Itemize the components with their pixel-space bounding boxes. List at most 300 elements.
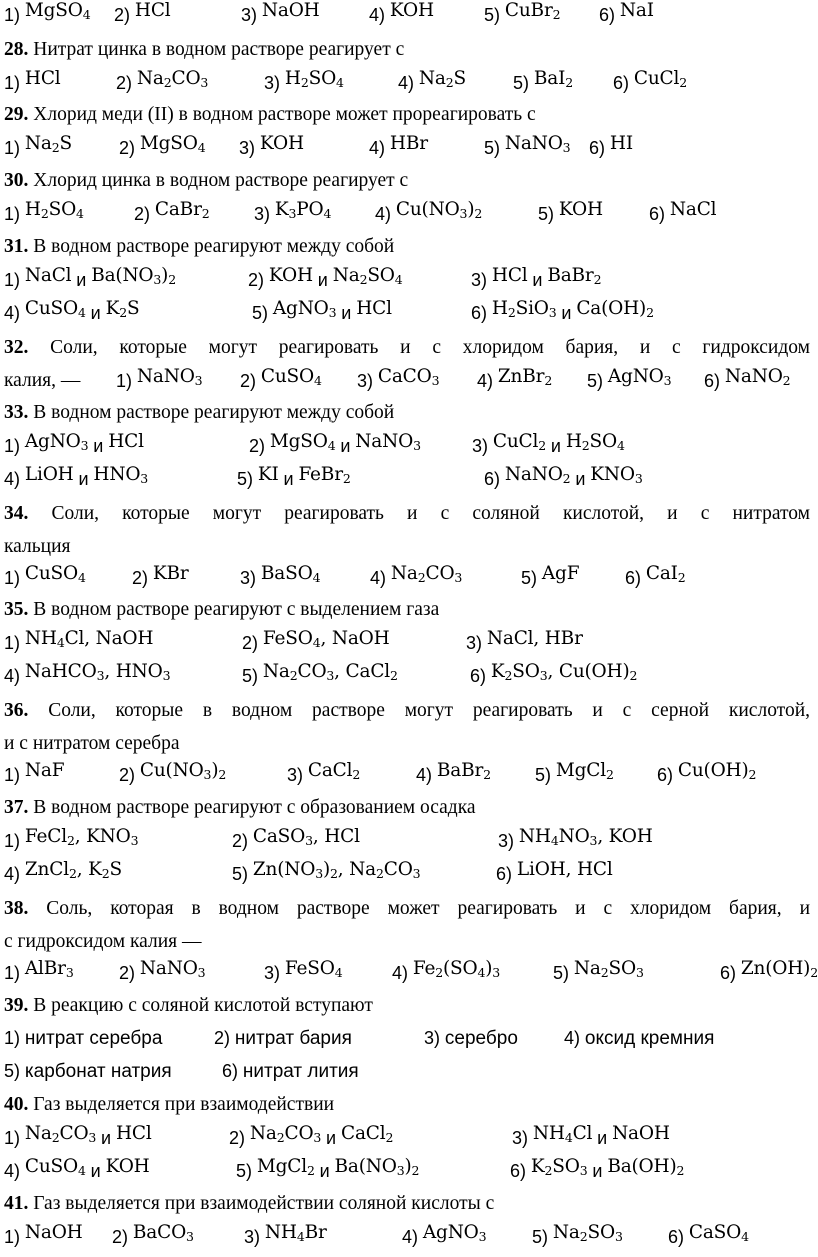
formula: HCl xyxy=(134,0,171,21)
question-text: В водном растворе реагируют между собой xyxy=(33,236,395,257)
formula: AgNO$_3$ xyxy=(422,1222,487,1244)
formula: MgSO$_4$ xyxy=(269,431,336,453)
conjunction: и xyxy=(340,436,351,456)
option-number: 6) xyxy=(222,1061,239,1081)
conjunction: и xyxy=(575,469,586,489)
option-number: 6) xyxy=(704,371,721,391)
formula: $Na_2CO_3$ xyxy=(24,1123,97,1145)
conjunction: и xyxy=(561,303,572,323)
answer-option xyxy=(240,563,321,591)
answer-option xyxy=(4,0,91,28)
formula: $Cu(NO_3)_2$ xyxy=(139,760,227,782)
formula: $NH_4Cl$ xyxy=(532,1123,593,1145)
question-text-cont: и с нитратом серебра xyxy=(4,733,180,754)
text-line xyxy=(4,994,810,1018)
answer-option xyxy=(4,431,144,459)
formula: $NH_4NO_3$, KOH xyxy=(518,826,653,848)
formula: $Na_2SO_4$ xyxy=(332,265,403,287)
option-number: 2) xyxy=(134,204,151,224)
question-text: Хлорид меди (II) в водном растворе может прореагировать с xyxy=(33,104,536,125)
formula: AgNO$_3$ xyxy=(24,431,89,453)
formula: MgSO$_4$ xyxy=(24,0,91,22)
answer-option xyxy=(236,1156,420,1184)
formula: FeBr$_2$ xyxy=(298,464,351,486)
option-number: 1) xyxy=(4,963,21,983)
conjunction: и xyxy=(76,270,87,290)
formula: $Na_2CO_3$ xyxy=(136,68,209,90)
formula: BaI$_2$ xyxy=(533,68,573,90)
option-number: 6) xyxy=(657,765,674,785)
question-number: 41. xyxy=(4,1193,29,1214)
option-number: 3) xyxy=(239,138,256,158)
text-line xyxy=(4,1059,810,1083)
option-number: 1) xyxy=(4,270,21,290)
formula: $Fe_2(SO_4)_3$ xyxy=(412,958,501,980)
answer-option xyxy=(587,366,672,394)
option-number: 5) xyxy=(242,666,259,686)
text-line xyxy=(4,401,810,425)
option-number: 3) xyxy=(244,1227,261,1247)
text-line xyxy=(4,0,810,27)
option-text: нитрат лития xyxy=(242,1061,359,1082)
formula: $KNO_3$ xyxy=(590,464,643,486)
question-number: 32. xyxy=(4,337,29,358)
option-number: 2) xyxy=(132,568,149,588)
answer-option xyxy=(112,1222,194,1250)
formula: $NH_4Cl$, NaOH xyxy=(24,628,154,650)
option-number: 4) xyxy=(392,963,409,983)
option-number: 5) xyxy=(553,963,570,983)
answer-option xyxy=(248,265,403,293)
answer-option xyxy=(4,133,72,161)
answer-option xyxy=(4,760,65,788)
answer-option xyxy=(466,628,583,656)
text-line xyxy=(4,826,810,853)
formula: $K_2SO_3$ xyxy=(530,1156,588,1178)
formula: MgCl$_2$ xyxy=(555,760,614,782)
formula: $Cu(OH)_2$ xyxy=(677,760,757,782)
formula: CuCl$_2$ xyxy=(492,431,546,453)
answer-option xyxy=(375,199,483,227)
answer-option xyxy=(242,628,390,656)
answer-option xyxy=(264,958,343,986)
answer-option xyxy=(254,199,332,227)
option-number: 5) xyxy=(587,371,604,391)
formula: MgSO$_4$ xyxy=(139,133,206,155)
answer-option xyxy=(392,958,501,986)
text-line xyxy=(4,68,810,95)
formula: FeSO$_4$, NaOH xyxy=(262,628,390,650)
text-line xyxy=(4,431,810,458)
option-text: нитрат бария xyxy=(234,1028,352,1049)
question-text: В водном растворе реагируют с образованием осадка xyxy=(33,797,476,818)
option-number: 6) xyxy=(496,864,513,884)
option-number: 5) xyxy=(236,1161,253,1181)
formula: AgNO$_3$ xyxy=(272,298,337,320)
answer-option xyxy=(625,563,686,591)
question-number: 40. xyxy=(4,1094,29,1115)
formula: NaNO$_3$ xyxy=(504,133,571,155)
formula: HCl xyxy=(356,298,392,319)
question-text: Нитрат цинка в водном растворе реагирует с xyxy=(33,39,405,60)
formula: $H_2SiO_3$ xyxy=(491,298,557,320)
formula: HCl xyxy=(24,68,61,89)
formula: $NH_4Br$ xyxy=(264,1222,327,1244)
option-number: 5) xyxy=(232,864,249,884)
answer-option xyxy=(589,133,633,161)
option-number: 6) xyxy=(471,303,488,323)
answer-option xyxy=(613,68,687,96)
formula: FeCl$_2$, $KNO_3$ xyxy=(24,826,139,848)
question-text: Соли, которые могут реагировать и с хлоридом бария, и с гидроксидом xyxy=(50,337,810,358)
option-number: 2) xyxy=(232,831,249,851)
text-line xyxy=(4,699,810,723)
formula: NaNO$_2$ xyxy=(724,366,791,388)
question-number: 34. xyxy=(4,503,29,524)
text-line xyxy=(4,1026,810,1050)
answer-option xyxy=(532,1222,623,1250)
formula: $Ca(OH)_2$ xyxy=(576,298,654,320)
answer-option xyxy=(704,366,791,394)
option-number: 6) xyxy=(510,1161,527,1181)
option-number: 5) xyxy=(535,765,552,785)
option-number: 1) xyxy=(4,73,21,93)
formula: NaNO$_3$ xyxy=(139,958,206,980)
answer-option xyxy=(4,1156,150,1184)
answer-option xyxy=(4,859,122,887)
option-number: 5) xyxy=(252,303,269,323)
option-number: 2) xyxy=(248,270,265,290)
option-number: 2) xyxy=(229,1128,246,1148)
formula: $K_2S$ xyxy=(105,298,140,320)
answer-option xyxy=(114,0,171,28)
formula: CaCl$_2$ xyxy=(307,760,361,782)
formula: HCl xyxy=(115,1123,152,1144)
answer-option xyxy=(521,563,580,591)
answer-option xyxy=(229,1123,394,1151)
answer-option xyxy=(4,68,61,96)
text-line xyxy=(4,366,810,393)
question-number: 37. xyxy=(4,797,29,818)
formula: KOH xyxy=(558,199,603,220)
formula: NaNO$_2$ xyxy=(504,464,571,486)
question-number: 29. xyxy=(4,104,29,125)
answer-option xyxy=(370,563,463,591)
formula: NaCl xyxy=(24,265,72,286)
formula: NaOH xyxy=(261,0,320,21)
option-number: 3) xyxy=(241,5,258,25)
answer-option xyxy=(484,133,571,161)
answer-option xyxy=(369,0,434,28)
option-number: 6) xyxy=(470,666,487,686)
formula: CaCO$_3$ xyxy=(377,366,440,388)
answer-option xyxy=(287,760,361,788)
formula: CuCl$_2$ xyxy=(633,68,687,90)
formula: $Cu(NO_3)_2$ xyxy=(395,199,483,221)
conjunction: и xyxy=(101,1128,112,1148)
answer-option xyxy=(4,826,139,854)
answer-option xyxy=(484,0,561,28)
option-number: 6) xyxy=(589,138,606,158)
conjunction: и xyxy=(532,270,543,290)
formula: $Na_2S$ xyxy=(418,68,466,90)
option-number: 4) xyxy=(4,864,21,884)
formula: $H_2SO_4$ xyxy=(565,431,625,453)
answer-option xyxy=(510,1156,685,1184)
answer-option xyxy=(4,199,84,227)
answer-option xyxy=(241,0,320,28)
formula: $Na_2CO_3$ xyxy=(249,1123,322,1145)
option-number: 2) xyxy=(242,633,259,653)
text-line xyxy=(4,1093,810,1117)
option-number: 1) xyxy=(4,1028,21,1048)
text-line xyxy=(4,133,810,160)
answer-option xyxy=(4,1059,172,1084)
option-text: карбонат натрия xyxy=(24,1061,172,1082)
answer-option xyxy=(232,826,360,854)
formula: MgCl$_2$ xyxy=(256,1156,315,1178)
question-text-cont: кальция xyxy=(4,536,71,557)
answer-option xyxy=(424,1026,518,1051)
option-number: 5) xyxy=(513,73,530,93)
formula: HCl xyxy=(108,431,144,452)
formula: BaCO$_3$ xyxy=(132,1222,194,1244)
formula: $H_2SO_4$ xyxy=(284,68,344,90)
text-line xyxy=(4,199,810,226)
option-number: 3) xyxy=(240,568,257,588)
option-text: нитрат серебра xyxy=(24,1028,163,1049)
answer-option xyxy=(222,1059,359,1084)
text-line xyxy=(4,796,810,820)
conjunction: и xyxy=(597,1128,608,1148)
text-line xyxy=(4,661,810,688)
option-number: 4) xyxy=(369,138,386,158)
conjunction: и xyxy=(78,469,89,489)
answer-option xyxy=(535,760,614,788)
formula: $K_2SO_3$, $Cu(OH)_2$ xyxy=(490,661,638,683)
answer-option xyxy=(132,563,189,591)
option-number: 6) xyxy=(613,73,630,93)
question-number: 30. xyxy=(4,170,29,191)
answer-option xyxy=(264,68,344,96)
answer-option xyxy=(470,661,638,689)
formula: $Na_2CO_3$ xyxy=(390,563,463,585)
conjunction: и xyxy=(550,436,561,456)
option-number: 5) xyxy=(4,1061,21,1081)
formula: HI xyxy=(609,133,633,154)
formula: CaSO$_3$, HCl xyxy=(252,826,360,848)
text-line xyxy=(4,38,810,62)
formula: $Na_2S$ xyxy=(24,133,72,155)
text-line xyxy=(4,897,810,921)
question-text-cont: с гидроксидом калия — xyxy=(4,931,202,952)
option-text: серебро xyxy=(444,1028,518,1049)
formula: $HNO_3$ xyxy=(93,464,149,486)
answer-option xyxy=(4,265,176,293)
text-line xyxy=(4,1123,810,1150)
text-line xyxy=(4,760,810,787)
answer-option xyxy=(4,958,74,986)
answer-option xyxy=(214,1026,352,1051)
answer-option xyxy=(134,199,210,227)
formula: NaHCO$_3$, $HNO_3$ xyxy=(24,661,171,683)
option-number: 1) xyxy=(4,5,21,25)
question-number: 33. xyxy=(4,402,29,423)
text-line xyxy=(4,502,810,526)
conjunction: и xyxy=(317,270,328,290)
answer-option xyxy=(599,0,654,28)
question-number: 36. xyxy=(4,700,29,721)
text-line xyxy=(4,732,810,756)
option-number: 3) xyxy=(287,765,304,785)
formula: $Na_2SO_3$ xyxy=(573,958,644,980)
formula: NaI xyxy=(619,0,654,21)
option-number: 5) xyxy=(538,204,555,224)
text-line xyxy=(4,235,810,259)
option-number: 4) xyxy=(4,469,21,489)
answer-option xyxy=(119,958,206,986)
formula: BaBr$_2$ xyxy=(547,265,602,287)
question-text: Соль, которая в водном растворе может реагировать и с хлоридом бария, и xyxy=(46,898,811,919)
option-number: 3) xyxy=(498,831,515,851)
option-number: 1) xyxy=(4,204,21,224)
option-number: 2) xyxy=(214,1028,231,1048)
answer-option xyxy=(513,68,573,96)
option-number: 3) xyxy=(472,436,489,456)
formula: $Na_2CO_3$, CaCl$_2$ xyxy=(262,661,398,683)
answer-option xyxy=(244,1222,327,1250)
answer-option xyxy=(240,366,322,394)
formula: KBr xyxy=(152,563,189,584)
option-number: 2) xyxy=(114,5,131,25)
answer-option xyxy=(496,859,613,887)
option-number: 6) xyxy=(484,469,501,489)
formula: $Ba(NO_3)_2$ xyxy=(334,1156,420,1178)
option-number: 1) xyxy=(4,1128,21,1148)
option-number: 4) xyxy=(4,303,21,323)
answer-option xyxy=(242,661,398,689)
formula: $Zn(NO_3)_2$, $Na_2CO_3$ xyxy=(252,859,421,881)
formula: HCl xyxy=(491,265,528,286)
formula: NaOH xyxy=(612,1123,670,1144)
option-number: 4) xyxy=(375,204,392,224)
formula: CaI$_2$ xyxy=(645,563,686,585)
answer-option xyxy=(416,760,491,788)
answer-option xyxy=(484,464,643,492)
option-number: 2) xyxy=(119,963,136,983)
question-number: 31. xyxy=(4,236,29,257)
option-number: 6) xyxy=(649,204,666,224)
option-number: 4) xyxy=(370,568,387,588)
text-line xyxy=(4,1222,810,1249)
formula: $Ba(OH)_2$ xyxy=(607,1156,685,1178)
option-number: 1) xyxy=(4,765,21,785)
formula: BaSO$_4$ xyxy=(260,563,321,585)
answer-option xyxy=(398,68,466,96)
text-line xyxy=(4,103,810,127)
text-line xyxy=(4,628,810,655)
answer-option xyxy=(4,464,149,492)
answer-option xyxy=(4,628,154,656)
option-number: 1) xyxy=(4,436,21,456)
answer-option xyxy=(668,1222,749,1250)
answer-option xyxy=(553,958,644,986)
option-number: 6) xyxy=(720,963,737,983)
question-text: Газ выделяется при взаимодействии соляной кислоты с xyxy=(33,1193,495,1214)
formula: BaBr$_2$ xyxy=(436,760,491,782)
answer-option xyxy=(564,1026,714,1051)
formula: NaNO$_3$ xyxy=(355,431,421,453)
formula: $Zn(OH)_2$ xyxy=(740,958,818,980)
formula: NaF xyxy=(24,760,65,781)
option-number: 2) xyxy=(240,371,257,391)
text-line xyxy=(4,336,810,360)
formula: KOH xyxy=(105,1156,150,1177)
option-number: 3) xyxy=(264,73,281,93)
text-line xyxy=(4,930,810,954)
answer-option xyxy=(471,298,654,326)
option-number: 3) xyxy=(357,371,374,391)
formula: CuBr$_2$ xyxy=(504,0,561,22)
formula: $Ba(NO_3)_2$ xyxy=(91,265,176,287)
conjunction: и xyxy=(93,436,104,456)
option-number: 1) xyxy=(4,568,21,588)
answer-option xyxy=(232,859,421,887)
formula: $H_2SO_4$ xyxy=(24,199,84,221)
text-line xyxy=(4,535,810,559)
conjunction: и xyxy=(90,1161,101,1181)
option-number: 3) xyxy=(471,270,488,290)
answer-option xyxy=(4,1026,162,1051)
formula: LiOH xyxy=(24,464,74,485)
question-text-cont: калия, — xyxy=(4,370,81,391)
formula: FeSO$_4$ xyxy=(284,958,343,980)
option-number: 3) xyxy=(512,1128,529,1148)
answer-option xyxy=(252,298,392,326)
option-number: 4) xyxy=(477,371,494,391)
conjunction: и xyxy=(283,469,294,489)
formula: ZnCl$_2$, $K_2S$ xyxy=(24,859,122,881)
conjunction: и xyxy=(326,1128,337,1148)
conjunction: и xyxy=(90,303,101,323)
answer-option xyxy=(4,1222,83,1250)
formula: ZnBr$_2$ xyxy=(497,366,553,388)
answer-option xyxy=(498,826,653,854)
option-number: 3) xyxy=(264,963,281,983)
conjunction: и xyxy=(341,303,352,323)
formula: LiOH, HCl xyxy=(516,859,613,880)
question-number: 28. xyxy=(4,39,29,60)
formula: NaCl xyxy=(669,199,717,220)
formula: CuSO$_4$ xyxy=(24,563,86,585)
question-text: Хлорид цинка в водном растворе реагирует с xyxy=(33,170,409,191)
conjunction: и xyxy=(319,1161,330,1181)
formula: CuSO$_4$ xyxy=(24,298,86,320)
answer-option xyxy=(649,199,717,227)
option-number: 6) xyxy=(599,5,616,25)
option-text: оксид кремния xyxy=(584,1028,715,1049)
formula: CaCl$_2$ xyxy=(340,1123,394,1145)
option-number: 3) xyxy=(466,633,483,653)
text-line xyxy=(4,563,810,590)
answer-option xyxy=(4,661,171,689)
option-number: 3) xyxy=(254,204,271,224)
text-line xyxy=(4,169,810,193)
answer-option xyxy=(357,366,440,394)
option-number: 5) xyxy=(484,5,501,25)
text-line xyxy=(4,464,810,491)
formula: CaSO$_4$ xyxy=(688,1222,749,1244)
